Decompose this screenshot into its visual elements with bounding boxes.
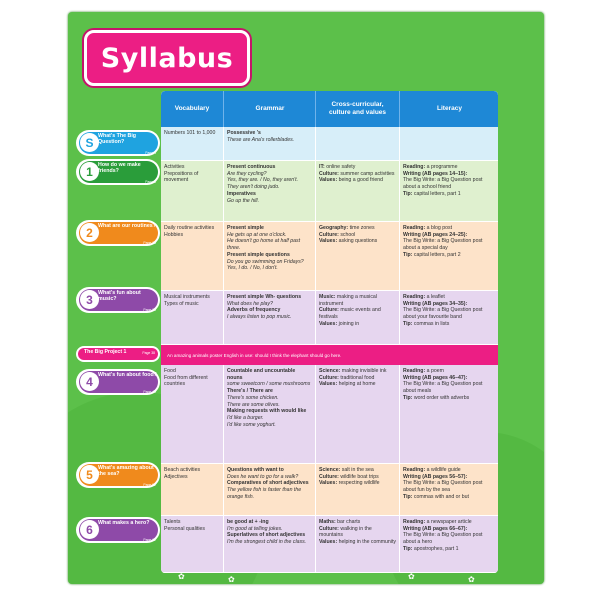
literacy-text: capital letters, part 2 — [412, 251, 461, 258]
literacy-text: word order with adverbs — [412, 394, 470, 401]
unit-page: Page 40 — [143, 390, 156, 394]
literacy-item — [403, 191, 495, 198]
unit-label — [76, 287, 160, 313]
flower-icon: ✿ — [408, 572, 415, 581]
literacy-label: Tip: — [403, 394, 413, 401]
flower-icon: ✿ — [228, 575, 235, 584]
grammar-item: He doesn't go home at half past three. — [227, 238, 301, 252]
vocabulary-cell — [161, 127, 223, 160]
literacy-label: Writing (AB pages 66–67): — [403, 525, 468, 532]
literacy-text: The Big Write: a Big Question post about meals — [403, 381, 483, 395]
cross-curricular-item — [319, 368, 396, 375]
unit-label — [76, 462, 160, 488]
literacy-item — [403, 381, 495, 394]
unit-number-badge: 4 — [80, 372, 99, 391]
literacy-item — [403, 321, 495, 328]
literacy-text: a poem — [425, 368, 444, 374]
grammar-item: Countable and uncountable nouns — [227, 368, 296, 381]
literacy-label: Reading: — [403, 164, 426, 170]
cross-curricular-cell — [315, 127, 399, 160]
cross-label: Values: — [319, 480, 338, 487]
unit-page: Page 16 — [143, 241, 156, 245]
literacy-cell — [399, 464, 498, 515]
literacy-cell — [399, 161, 498, 221]
grammar-cell — [223, 516, 315, 572]
table-header — [161, 91, 498, 127]
literacy-label: Reading: — [403, 368, 426, 374]
unit-label — [76, 517, 160, 543]
unit-question: What's fun about music? — [98, 290, 141, 303]
unit-label — [76, 220, 160, 246]
grammar-item: I'd like some yoghurt. — [227, 421, 276, 428]
cross-curricular-cell — [315, 222, 399, 290]
literacy-item — [403, 474, 495, 481]
cross-label: Values: — [319, 539, 338, 546]
grammar-item: Superlatives of short adjectives — [227, 532, 306, 539]
grammar-item: Does he want to go for a walk? — [227, 473, 299, 480]
literacy-item — [403, 480, 495, 493]
literacy-label: Tip: — [403, 545, 413, 552]
table-row — [161, 161, 498, 222]
table-row — [161, 516, 498, 573]
literacy-cell — [399, 516, 498, 572]
cross-curricular-item — [319, 467, 396, 474]
cross-curricular-item — [319, 519, 396, 526]
literacy-label: Reading: — [403, 225, 426, 231]
literacy-text: The Big Write: a Big Question post about a school friend — [403, 177, 483, 191]
vocabulary-item: Musical instruments — [164, 294, 210, 300]
literacy-text: a wildlife guide — [425, 467, 461, 473]
header-vocabulary: Vocabulary — [174, 105, 210, 112]
grammar-cell — [223, 222, 315, 290]
unit-label — [76, 369, 160, 395]
cross-label: Geography: — [319, 225, 349, 231]
literacy-text: The Big Write: a Big Question post about fun by the sea — [403, 480, 483, 494]
table-row — [161, 464, 498, 516]
table-row — [161, 291, 498, 345]
table-row — [161, 365, 498, 464]
literacy-item — [403, 238, 495, 251]
cross-label: Values: — [319, 238, 338, 245]
literacy-cell — [399, 127, 498, 160]
grammar-item: I always listen to pop music. — [227, 314, 292, 321]
literacy-text: The Big Write: a Big Question post about a hero — [403, 532, 483, 546]
cross-label: Values: — [319, 381, 338, 388]
cross-label: Science: — [319, 368, 341, 374]
literacy-item — [403, 519, 495, 526]
grammar-cell — [223, 291, 315, 344]
vocabulary-cell — [161, 464, 223, 515]
cross-text: respecting wildlife — [337, 480, 380, 487]
cross-curricular-item — [319, 381, 396, 388]
literacy-text: commas with and or but — [412, 493, 469, 500]
cross-curricular-cell — [315, 464, 399, 515]
cross-curricular-item — [319, 177, 396, 184]
literacy-label: Writing (AB pages 46–47): — [403, 374, 468, 381]
cross-curricular-cell — [315, 516, 399, 572]
cross-text: wildlife boat trips — [338, 473, 379, 480]
grammar-item: Present simple — [227, 225, 264, 231]
vocabulary-item: Activities — [164, 164, 185, 170]
literacy-text: commas in lists — [412, 320, 450, 327]
grammar-item: Present continuous — [227, 164, 276, 170]
cross-text: music events and festivals — [319, 307, 381, 321]
grammar-item: I'd like a burger. — [227, 414, 264, 421]
literacy-item — [403, 164, 495, 171]
literacy-text: apostrophes, part 1 — [412, 545, 459, 552]
grammar-item: Present simple Wh- questions — [227, 294, 302, 300]
grammar-item: There's / There are — [227, 388, 273, 395]
cross-text: summer camp activities — [338, 170, 395, 177]
syllabus-table — [161, 91, 498, 573]
unit-number-badge: 5 — [80, 465, 99, 484]
grammar-item: Are they cycling? — [227, 170, 267, 177]
grammar-item: Adverbs of frequency — [227, 307, 281, 314]
page-title: Syllabus — [100, 42, 234, 74]
grammar-item: be good at + -ing — [227, 519, 269, 525]
unit-question: How do we make friends? — [98, 162, 141, 175]
literacy-item — [403, 395, 495, 402]
grammar-item: some sweetcorn / some mushrooms — [227, 381, 311, 388]
cross-label: Culture: — [319, 473, 339, 480]
cross-curricular-item — [319, 238, 396, 245]
big-project-title: The Big Project 1 — [84, 349, 127, 355]
unit-number-badge: 1 — [80, 162, 99, 181]
literacy-label: Tip: — [403, 320, 413, 327]
grammar-cell — [223, 127, 315, 160]
unit-question: What's amazing about the sea? — [98, 465, 154, 478]
table-row — [161, 222, 498, 291]
cross-label: Culture: — [319, 525, 339, 532]
unit-page: Page 4 — [145, 151, 156, 155]
grammar-item: He gets up at one o'clock. — [227, 231, 287, 238]
literacy-text: a leaflet — [425, 294, 445, 300]
literacy-label: Writing (AB pages 14–15): — [403, 170, 468, 177]
cross-text: school — [338, 231, 356, 238]
vocabulary-cell — [161, 516, 223, 572]
unit-number-badge: S — [80, 133, 99, 152]
literacy-label: Reading: — [403, 467, 426, 473]
literacy-label: Reading: — [403, 519, 426, 525]
literacy-label: Tip: — [403, 251, 413, 258]
unit-label — [76, 130, 160, 156]
literacy-item — [403, 526, 495, 533]
cross-label: Culture: — [319, 307, 339, 314]
unit-question: What are our routines? — [98, 223, 156, 229]
vocabulary-item: Food from different countries — [164, 374, 208, 388]
literacy-label: Writing (AB pages 56–57): — [403, 473, 468, 480]
cross-label: Culture: — [319, 374, 339, 381]
grammar-item: Do you go swimming on Fridays? — [227, 258, 304, 265]
literacy-item — [403, 494, 495, 501]
vocabulary-item: Daily routine activities — [164, 225, 215, 231]
grammar-cell — [223, 464, 315, 515]
cross-curricular-cell — [315, 161, 399, 221]
syllabus-poster — [68, 12, 544, 584]
literacy-label: Writing (AB pages 24–25): — [403, 231, 468, 238]
literacy-text: The Big Write: a Big Question post about your favourite band — [403, 307, 483, 321]
grammar-item: I'm the strongest child in the class. — [227, 539, 307, 546]
grammar-item: Yes, they are. / No, they aren't. — [227, 177, 299, 184]
cross-label: Maths: — [319, 519, 336, 525]
grammar-item: They aren't doing judo. — [227, 184, 280, 191]
grammar-item: There are some olives. — [227, 401, 280, 408]
literacy-item — [403, 301, 495, 308]
header-cross-curricular: Cross-curricular, culture and values — [315, 91, 399, 127]
grammar-item: Questions with want to — [227, 467, 284, 473]
vocabulary-item: Personal qualities — [164, 525, 205, 532]
big-project-banner: An amazing animals poster English in use: should I think the elephant should go here. — [161, 345, 498, 365]
literacy-text: a programme — [425, 164, 458, 170]
cross-label: Culture: — [319, 170, 339, 177]
cross-text: helping in the community — [337, 539, 396, 546]
unit-number-badge: 6 — [80, 520, 99, 539]
grammar-cell — [223, 365, 315, 463]
cross-text: bar charts — [335, 519, 361, 525]
cross-label: Music: — [319, 294, 336, 300]
grammar-item: Comparatives of short adjectives — [227, 480, 309, 487]
vocabulary-item: Beach activities — [164, 467, 201, 473]
cross-curricular-item — [319, 375, 396, 382]
cross-label: IT: — [319, 164, 325, 170]
grammar-item: Making requests with would like — [227, 408, 307, 415]
literacy-item — [403, 252, 495, 259]
cross-text: time zones — [348, 225, 375, 231]
cross-curricular-item — [319, 321, 396, 328]
unit-label — [76, 159, 160, 185]
big-project-page: Page 38 — [142, 351, 155, 355]
vocabulary-cell — [161, 365, 223, 463]
header-grammar: Grammar — [223, 91, 316, 127]
cross-text: walking in the mountains — [319, 525, 372, 539]
literacy-label: Tip: — [403, 190, 413, 197]
literacy-item — [403, 375, 495, 382]
unit-question: What's The Big Question? — [98, 133, 137, 146]
vocabulary-item: Adjectives — [164, 473, 188, 480]
literacy-item — [403, 294, 495, 301]
cross-curricular-item — [319, 164, 396, 171]
literacy-item — [403, 171, 495, 178]
literacy-item — [403, 467, 495, 474]
cross-curricular-item — [319, 526, 396, 539]
vocabulary-cell — [161, 222, 223, 290]
unit-number-badge: 3 — [80, 290, 99, 309]
cross-text: online safety — [324, 164, 356, 170]
literacy-text: The Big Write: a Big Question post about a special day — [403, 238, 483, 252]
grammar-item: Imperatives — [227, 190, 256, 197]
cross-curricular-cell — [315, 365, 399, 463]
literacy-label: Reading: — [403, 294, 426, 300]
unit-page: Page 8 — [145, 180, 156, 184]
literacy-item — [403, 532, 495, 545]
cross-text: traditional food — [338, 374, 375, 381]
literacy-item — [403, 546, 495, 553]
cross-curricular-item — [319, 480, 396, 487]
vocabulary-item: Talents — [164, 519, 181, 525]
cross-curricular-item — [319, 232, 396, 239]
header-literacy: Literacy — [399, 91, 498, 127]
literacy-item — [403, 177, 495, 190]
literacy-item — [403, 232, 495, 239]
cross-text: making invisible ink — [340, 368, 387, 374]
vocabulary-item: Types of music — [164, 300, 199, 307]
cross-curricular-item — [319, 171, 396, 178]
unit-number-badge: 2 — [80, 223, 99, 242]
grammar-item: These are Ana's rollerblades. — [227, 136, 295, 143]
grammar-item: Go up the hill. — [227, 197, 260, 204]
cross-text: salt in the sea — [340, 467, 374, 473]
vocabulary-item: Hobbies — [164, 231, 184, 238]
unit-page: Page 26 — [143, 308, 156, 312]
grammar-cell — [223, 161, 315, 221]
grammar-item: I'm good at telling jokes. — [227, 525, 283, 532]
unit-question: What makes a hero? — [98, 520, 150, 526]
literacy-cell — [399, 365, 498, 463]
cross-curricular-item — [319, 474, 396, 481]
cross-curricular-item — [319, 307, 396, 320]
literacy-cell — [399, 222, 498, 290]
grammar-item: The yellow fish is faster than the orange fish. — [227, 487, 302, 500]
literacy-text: a blog post — [425, 225, 453, 231]
literacy-text: a newspaper article — [425, 519, 472, 525]
cross-text: asking questions — [337, 238, 378, 245]
grammar-item: Possessive 's — [227, 130, 261, 136]
grammar-item: There's some chicken. — [227, 394, 279, 401]
vocabulary-cell — [161, 291, 223, 344]
flower-icon: ✿ — [178, 572, 185, 581]
cross-label: Values: — [319, 177, 338, 184]
flower-icon: ✿ — [468, 575, 475, 584]
literacy-item — [403, 307, 495, 320]
cross-label: Values: — [319, 320, 338, 327]
literacy-cell — [399, 291, 498, 344]
grammar-item: Present simple questions — [227, 251, 290, 258]
vocabulary-item: Prepositions of movement — [164, 170, 199, 184]
vocabulary-item: Numbers 101 to 1,000 — [164, 130, 216, 136]
cross-curricular-item — [319, 225, 396, 232]
literacy-item — [403, 225, 495, 232]
unit-page: Page 62 — [143, 538, 156, 542]
cross-label: Culture: — [319, 231, 339, 238]
cross-curricular-item — [319, 539, 396, 546]
cross-curricular-item — [319, 294, 396, 307]
grammar-item: What does he play? — [227, 300, 273, 307]
cross-curricular-cell — [315, 291, 399, 344]
vocabulary-item: Food — [164, 368, 176, 374]
cross-text: making a musical instrument — [319, 294, 377, 307]
literacy-label: Writing (AB pages 34–35): — [403, 300, 468, 307]
cross-text: helping at home — [337, 381, 376, 388]
big-project-label — [76, 346, 160, 362]
cross-label: Science: — [319, 467, 341, 473]
vocabulary-cell — [161, 161, 223, 221]
title-badge — [84, 30, 250, 86]
literacy-label: Tip: — [403, 493, 413, 500]
cross-text: being a good friend — [337, 177, 384, 184]
literacy-item — [403, 368, 495, 375]
unit-question: What's fun about food? — [98, 372, 157, 378]
grammar-item: Yes, I do. / No, I don't. — [227, 265, 278, 272]
table-row — [161, 127, 498, 161]
literacy-text: capital letters, part 1 — [412, 190, 461, 197]
unit-page: Page 52 — [143, 483, 156, 487]
cross-text: joining in — [337, 320, 360, 327]
